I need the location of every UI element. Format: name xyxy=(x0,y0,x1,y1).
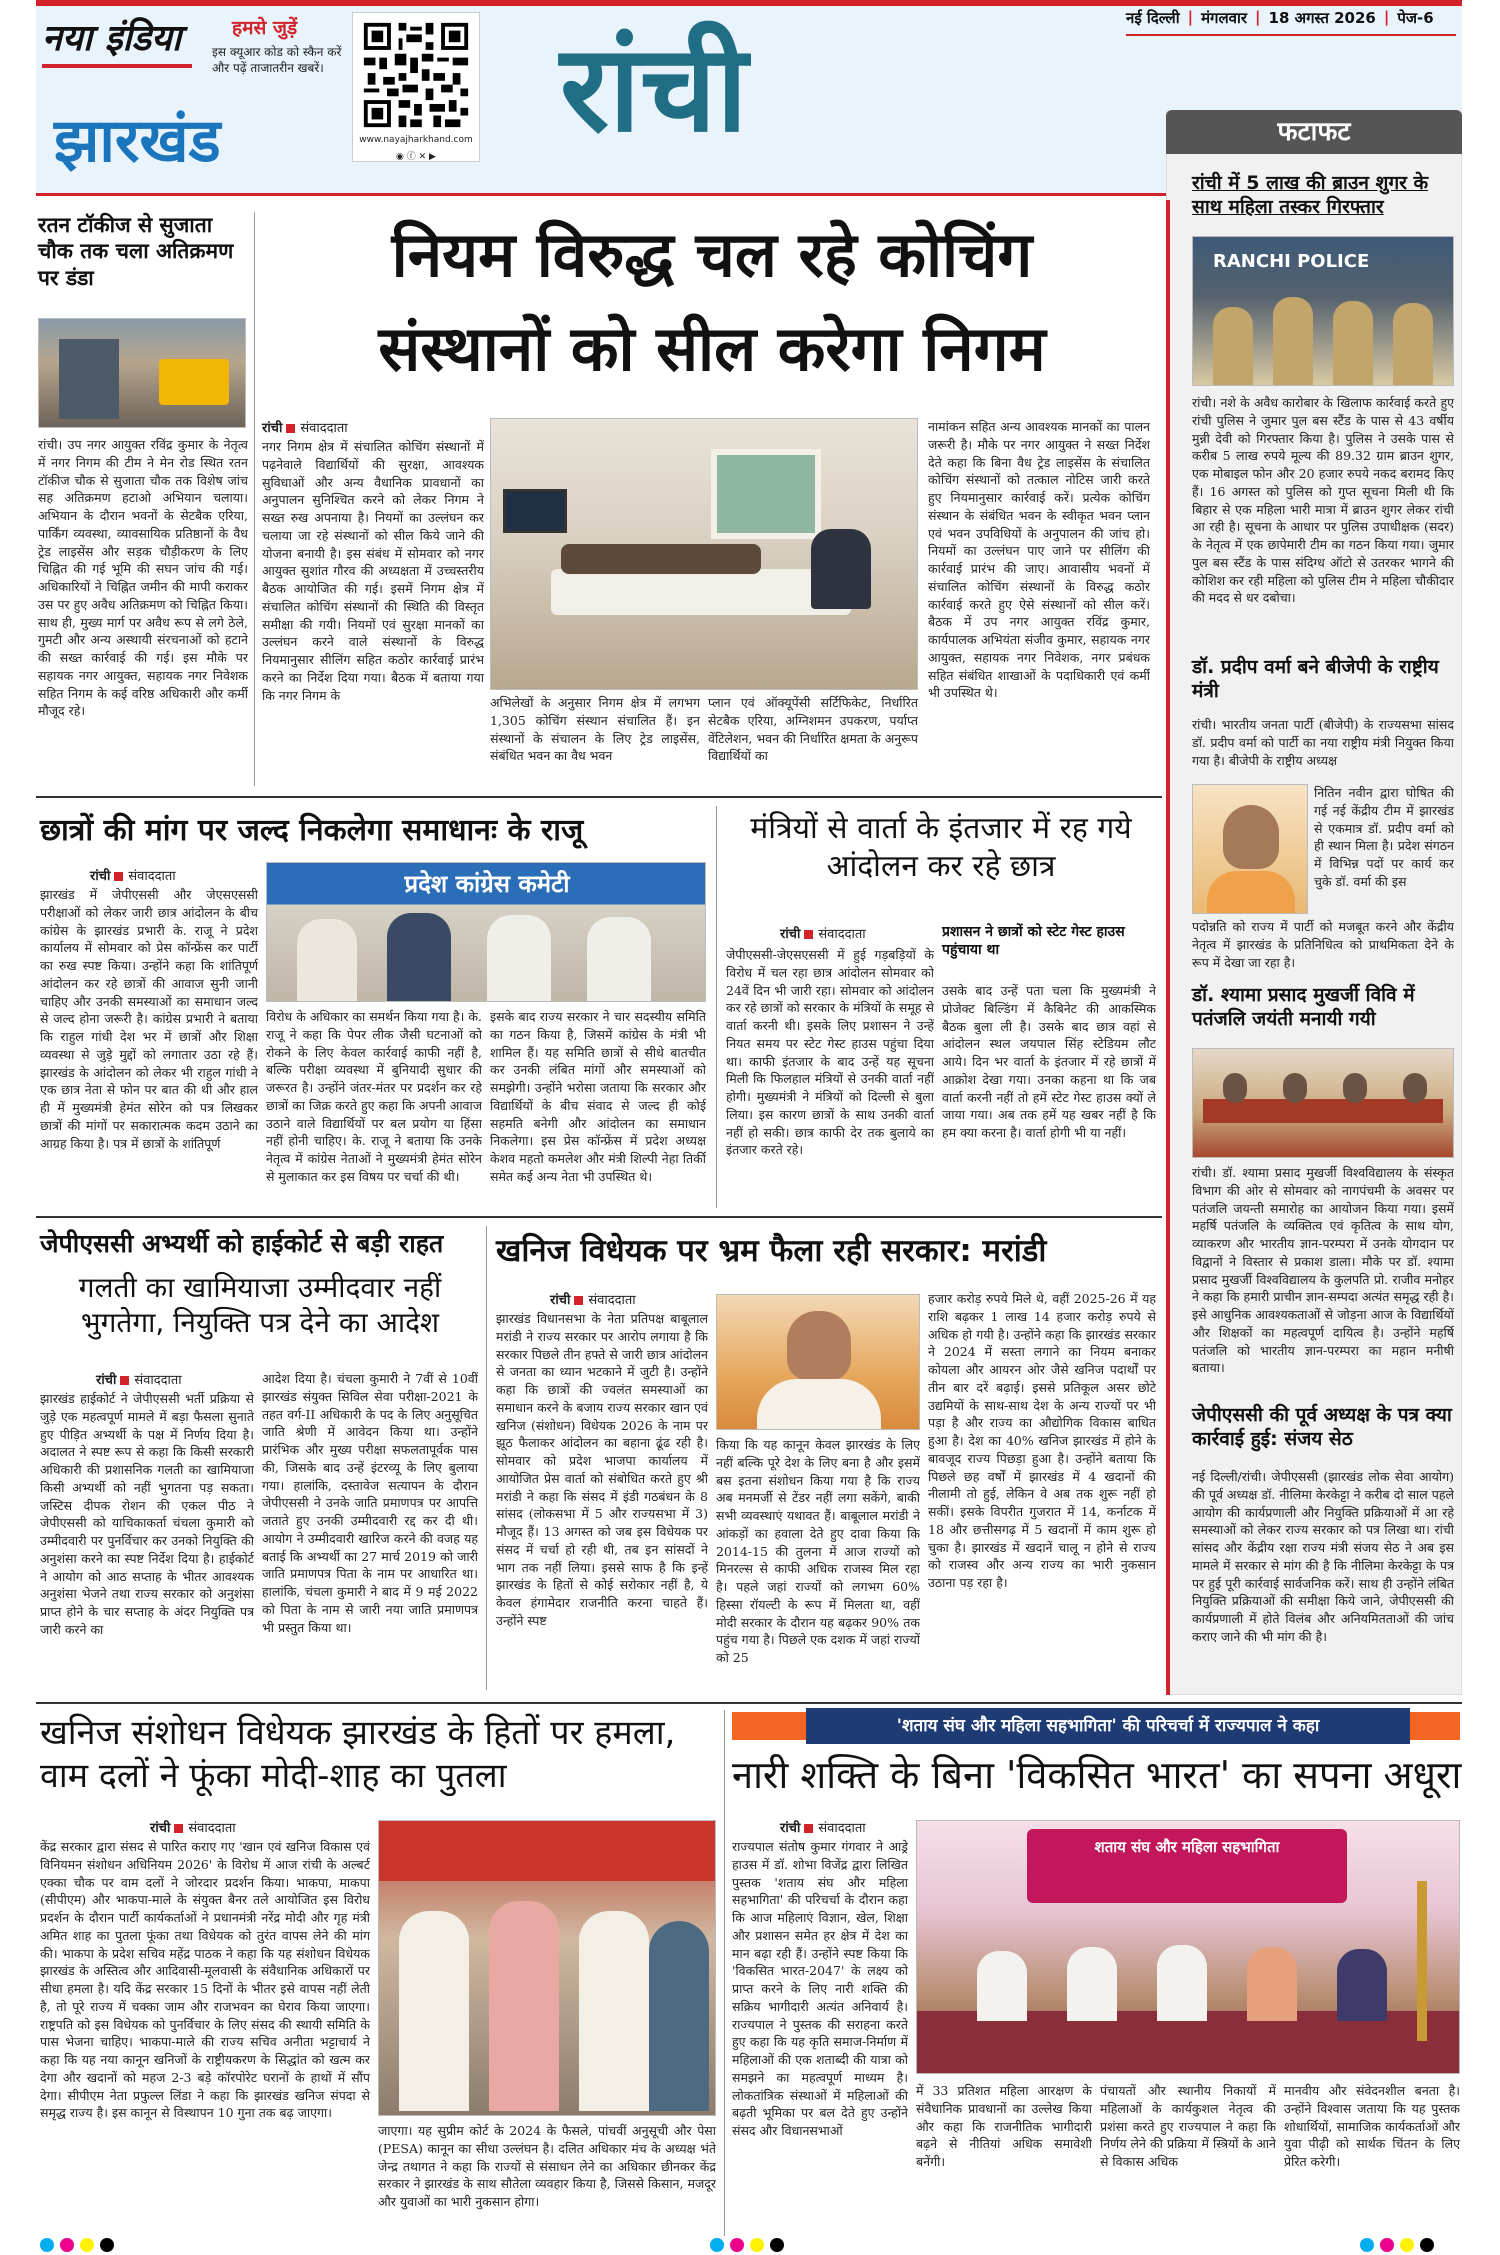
dateline-day: मंगलवार xyxy=(1201,9,1248,27)
mining-col3: हजार करोड़ रुपये मिले थे, वहीं 2025-26 में यह राशि बढ़कर 1 लाख 14 हजार करोड़ रुपये से अधिक हो गयी है। उन्होंने कहा कि झारखंड सरकार ने 2024 में सस्ता लगाने का नियम बनाकर कोयला और आयरन ओर जैसे खनिज पदार्थों पर तीन बार दरें बढ़ाई। इससे प्रतिकूल असर छोटे उद्यमियों के साथ-साथ देश के अन्य राज्यों पर भी पड़ा है और राज्य का औद्योगिक विकास बाधित हुआ है। देश का 40% खनिज झारखंड में होने के बावजूद राज्य पिछड़ा हुआ है। उन्होंने बताया कि पिछले छह वर्षों में झारखंड में 4 खदानों की नीलामी तो हुई, लेकिन वे अब तक शुरू नहीं हो सकीं। इसके विपरीत गुजरात में 14, कर्नाटक में 18 और छत्तीसगढ़ में 5 खदानों में काम शुरू हो चुका है। झारखंड में खदानें चालू न होने से राज्य को राजस्व और अन्य राज्य का भारी नुकसान उठाना पड़ रहा है। xyxy=(928,1291,1156,1590)
fatafat-s3-headline: डॉ. श्यामा प्रसाद मुखर्जी विवि में पतंजलि जयंती मनायी गयी xyxy=(1192,984,1415,1030)
fatafat-s1-photo xyxy=(1192,236,1454,386)
fatafat-s3-photo xyxy=(1192,1048,1454,1158)
governor-col3: पंचायतों और स्थानीय निकायों में महिलाओं के कार्यकुशल नेतृत्व की प्रशंसा करते हुए राज्यपाल ने कहा कि निर्णय लेने की प्रक्रिया में स्त्रियों के आने से विकास अधिक xyxy=(1100,2083,1276,2169)
governor-kicker: 'शताय संघ और महिला सहभागिता' की परिचर्चा में राज्यपाल ने कहा xyxy=(806,1708,1410,1744)
fatafat-s2-photo xyxy=(1192,784,1308,914)
byline-city: रांची xyxy=(262,421,283,436)
governor-col4: मानवीय और संवेदनशील बनता है। उन्होंने विश्वास जताया कि यह पुस्तक शोधार्थियों, सामाजिक कार्यकर्ताओं और युवा पीढ़ी को सार्थक चिंतन के लिए प्रेरित करेगी। xyxy=(1284,2083,1460,2169)
fatafat-s3-body: रांची। डॉ. श्यामा प्रसाद मुखर्जी विश्वविद्यालय के संस्कृत विभाग की ओर से सोमवार को नागपंचमी के अवसर पर पतंजलि जयन्ती समारोह का आयोजन किया गया। इसमें महर्षि पतंजलि के व्यक्तित्व एवं कृतित्व के साथ योग, व्याकरण और भारतीय ज्ञान-परम्परा में उनके योगदान पर विद्वानों ने विस्तार से प्रकाश डाला। मौके पर डॉ. श्यामा प्रसाद मुखर्जी विश्वविद्यालय के कुलपति प्रो. राजीव मनोहर ने कहा कि हमारी प्राचीन ज्ञान-सम्पदा अत्यंत समृद्ध रही है। इसे आधुनिक आवश्यकताओं से जोड़ना आज के विद्यार्थियों और शिक्षकों का महत्वपूर्ण दायित्व है। उन्होंने महर्षि पतंजलि को भारतीय ज्ञान-परम्परा का महान मनीषी बताया। xyxy=(1192,1165,1454,1376)
ministers-col2: उसके बाद उन्हें पता चला कि मुख्यमंत्री ने प्रोजेक्ट बिल्डिंग में कैबिनेट की आकस्मिक बैठक बुला ली है। उसके बाद छात्र वहां से आंदोलन स्थल जयपाल सिंह स्टेडियम लौट आये। दिन भर वार्ता के इंतजार में रहे छात्रों में आक्रोश देखा गया। उनका कहना था कि जब वार्ता करनी नहीं तो हमें स्टेट गेस्ट हाउस क्यों ले जाया गया। अब तक हमें यह खबर नहीं है कि हम क्या करना है। वार्ता होगी भी या नहीं। xyxy=(942,983,1156,1140)
governor-photo xyxy=(916,1820,1460,2074)
page-number: पेज-6 xyxy=(1397,9,1434,27)
jpsc-col1: झारखंड हाईकोर्ट ने जेपीएससी भर्ती प्रक्रिया से जुड़े एक महत्वपूर्ण मामले में बड़ा फैसला सुनाते हुए पीड़ित अभ्यर्थी के पक्ष में निर्णय दिया है। अदालत ने स्पष्ट रूप से कहा कि किसी सरकारी अधिकारी की प्रशासनिक गलती का खामियाजा किसी अभ्यर्थी को नहीं भुगतना पड़ सकता। जस्टिस दीपक रोशन की एकल पीठ ने जेपीएससी को याचिकाकर्ता चंचला कुमारी को उम्मीदवारी पर पुनर्विचार कर उनको नियुक्ति की अनुशंसा करने का स्पष्ट निर्देश दिया है। हाईकोर्ट ने आयोग को आठ सप्ताह के भीतर आवश्यक अनुशंसा भेजने तथा राज्य सरकार को अनुशंसा प्राप्त होने के चार सप्ताह के अंदर नियुक्ति पत्र जारी करने का xyxy=(40,1391,254,1637)
ministers-byline xyxy=(780,924,940,946)
jpsc-headline-main: गलती का खामियाजा उम्मीदवार नहीं भुगतेगा, नियुक्ति पत्र देने का आदेश xyxy=(78,1271,442,1339)
lead-col1: नगर निगम क्षेत्र में संचालित कोचिंग संस्थानों में पढ़नेवाले विद्यार्थियों की सुरक्षा, आवश्यक सुविधाओं और अन्य वैधानिक प्रावधानों का अनुपालन सुनिश्चित करने को लेकर निगम ने सख्त रुख अपनाया है। नियमों का उल्लंघन कर चलाया जा रहे संस्थानों को सील किये जाने की योजना बनायी है। इस संबंध में सोमवार को नगर आयुक्त सुशांत गौरव की अध्यक्षता में उच्चस्तरीय बैठक आयोजित की गई। इसमें निगम क्षेत्र में संचालित कोचिंग संस्थानों की स्थिति की विस्तृत समीक्षा की गयी। नियमों एवं सुरक्षा मानकों का उल्लंघन करने वाले संस्थानों के विरुद्ध नियमानुसार सीलिंग सहित कठोर कार्रवाई प्रारंभ करने का निर्देश दिया गया। बैठक में बताया गया कि नगर निगम के xyxy=(262,439,484,703)
byline-role: संवाददाता xyxy=(188,1821,236,1836)
ministers-subheadline: प्रशासन ने छात्रों को स्टेट गेस्ट हाउस पहुंचाया था xyxy=(942,924,1125,958)
byline-city: रांची xyxy=(96,1373,117,1388)
photo-sign: RANCHI POLICE xyxy=(1213,251,1370,272)
fatafat-label: फटाफट xyxy=(1166,110,1462,154)
website-url[interactable]: www.nayajharkhand.com xyxy=(359,135,473,145)
jpsc-col2: आदेश दिया है। चंचला कुमारी ने 7वीं से 10वीं झारखंड संयुक्त सिविल सेवा परीक्षा-2021 के तहत वर्ग-II अधिकारी के पद के लिए अनुसूचित जाति श्रेणी में आवेदन किया था। उन्होंने प्रारंभिक और मुख्य परीक्षा सफलतापूर्वक पास की, जिसके बाद उन्हें इंटरव्यू के लिए बुलाया गया। हालांकि, दस्तावेज सत्यापन के दौरान जेपीएससी ने उनके जाति प्रमाणपत्र पर आपत्ति जताते हुए उनकी उम्मीदवारी रद्द कर दी थी। आयोग ने उम्मीदवारी खारिज करने की वजह यह बताई कि अभ्यर्थी का 27 मार्च 2019 को जारी जाति प्रमाणपत्र पिता के नाम पर आधारित था। हालांकि, चंचला कुमारी ने बाद में 9 मई 2022 को पिता के नाम से जारी नया जाति प्रमाणपत्र भी प्रस्तुत किया था। xyxy=(262,1371,478,1635)
lead-photo xyxy=(490,418,918,690)
byline-role: संवाददाता xyxy=(588,1293,636,1308)
join-title: हमसे जुड़ें xyxy=(232,17,298,39)
left-bottom-col1: केंद्र सरकार द्वारा संसद से पारित कराए गए 'खान एवं खनिज विकास एवं विनियमन संशोधन अधिनियम 2026' के विरोध में आज रांची के अल्बर्ट एक्का चौक पर वाम दलों ने जोरदार प्रदर्शन किया। भाकपा, माकपा (सीपीएम) और भाकपा-माले के संयुक्त बैनर तले आयोजित इस विरोध प्रदर्शन के दौरान पार्टी कार्यकर्ताओं ने प्रधानमंत्री नरेंद्र मोदी और गृह मंत्री अमित शाह का पुतला फूंका तथा विधेयक को तुरंत वापस लेने की मांग की। भाकपा के प्रदेश सचिव महेंद्र पाठक ने कहा कि यह संशोधन विधेयक झारखंड के अस्तित्व और आदिवासी-मूलवासी के संवैधानिक अधिकारों पर सीधा हमला है। यदि केंद्र सरकार 15 दिनों के भीतर इसे वापस नहीं लेती है, तो पूरे राज्य में चक्का जाम और राजभवन का घेराव किया जाएगा। राष्ट्रपति को इस विधेयक को पुनर्विचार के लिए संसद की स्थायी समिति के पास भेजना चाहिए। भाकपा-माले की राज्य सचिव अनीता भट्टाचार्य ने कहा कि यह नया कानून खनिजों के राष्ट्रीयकरण के सिद्धांत को खत्म कर देगा और खदानों को महज 2-3 बड़े कॉरपोरेट घरानों के हाथों में सौंप देगा। सीपीएम नेता प्रफुल्ल लिंडा ने कहा कि झारखंड खनिज संपदा से समृद्ध राज्य है। इस कानून से विस्थापन 10 गुना तक बढ़ जाएगा। xyxy=(40,1839,370,2121)
byline-city: रांची xyxy=(780,927,801,942)
join-text: इस क्यूआर कोड को स्कैन करें और पढ़ें ताजातरीन खबरें। xyxy=(212,45,342,76)
students-col1: झारखंड में जेपीएससी और जेएसएससी परीक्षाओं को लेकर जारी छात्र आंदोलन के बीच कांग्रेस के झारखंड प्रभारी के. राजू ने प्रदेश कार्यालय में सोमवार को प्रेस कॉन्फ्रेंस कर पार्टी का रुख स्पष्ट किया। उन्होंने कहा कि शांतिपूर्ण आंदोलन कर रहे छात्रों की आवाज सुनी जानी चाहिए और उनकी समस्याओं का समाधान जल्द से जल्द होना जरूरी है। कांग्रेस प्रभारी ने बताया कि राहुल गांधी देश भर में छात्रों और शिक्षा व्यवस्था से जुड़े मुद्दों को लगातार उठा रहे हैं। झारखंड के आंदोलन को लेकर भी राहुल गांधी ने एक छात्र नेता से फोन पर बात की थी और हाल ही में मुख्यमंत्री हेमंत सोरेन को पत्र लिखकर छात्रों की मांगों पर सकारात्मक कदम उठाने का आग्रह किया है। पत्र में छात्रों के शांतिपूर्ण xyxy=(40,887,258,1151)
left-bottom-headline: खनिज संशोधन विधेयक झारखंड के हितों पर हमला, वाम दलों ने फूंका मोदी-शाह का पुतला xyxy=(40,1713,676,1796)
students-headline: छात्रों की मांग पर जल्द निकलेगा समाधानः के राजू xyxy=(40,813,584,848)
section-rule-3 xyxy=(36,1702,1462,1704)
fatafat-s2-body-top: रांची। भारतीय जनता पार्टी (बीजेपी) के राज्यसभा सांसद डॉ. प्रदीप वर्मा को पार्टी का नया राष्ट्रीय मंत्री नियुक्त किया गया है। बीजेपी के राष्ट्रीय अध्यक्ष xyxy=(1192,717,1454,768)
col-rule-bottom xyxy=(724,1710,725,2236)
students-byline xyxy=(90,866,270,888)
byline-city: रांची xyxy=(90,869,111,884)
byline-role: संवाददाता xyxy=(128,869,176,884)
fatafat-s4-body: नई दिल्ली/रांची। जेपीएससी (झारखंड लोक सेवा आयोग) की पूर्व अध्यक्ष डॉ. नीलिमा केरकेट्टा ने करीब दो साल पहले आयोग की कार्यप्रणाली और नियुक्ति प्रक्रियाओं में आ रहे समस्याओं को लेकर राज्य सरकार को पत्र लिखा था। रांची सांसद और केंद्रीय रक्षा राज्य मंत्री संजय सेठ ने अब इस मामले में सरकार से मांग की है कि नीलिमा केरकेट्टा के पत्र पर हुई पूरी कार्रवाई सार्वजनिक करें। साथ ही उन्होंने लंबित नियुक्ति प्रक्रियाओं की समीक्षा किये जाने, जेपीएससी की कार्यप्रणाली में होते विलंब और अनियमितताओं की जांच कराए जाने की भी मांग की है। xyxy=(1192,1469,1454,1644)
byline-role: संवाददाता xyxy=(818,927,866,942)
left-story-body: रांची। उप नगर आयुक्त रविंद्र कुमार के नेतृत्व में नगर निगम की टीम ने मेन रोड स्थित रतन टॉकीज चौक से सुजाता चौक तक विशेष जांच सह अतिक्रमण हटाओ अभियान चलाया। अभियान के दौरान भवनों के सेटबैक एरिया, पार्किंग व्यवस्था, व्यावसायिक प्रतिष्ठानों के वैध ट्रेड लाइसेंस और सड़क चौड़ीकरण के लिए चिह्नित की गई भूमि की सघन जांच की गई। अधिकारियों ने चिह्नित जमीन की मापी कराकर उस पर हुए अवैध अतिक्रमण को चिह्नित किया। साथ ही, मुख्य मार्ग पर अवैध रूप से लगे ठेले, गुमटी और अन्य अस्थायी संरचनाओं को हटाने की सख्त कार्रवाई की गई। इस मौके पर सहायक नगर आयुक्त, सहायक नगर निवेशक सहित निगम के कई वरिष्ठ अधिकारी और कर्मी मौजूद रहे। xyxy=(38,437,248,719)
lead-headline-2: संस्थानों को सील करेगा निगम xyxy=(378,312,1046,385)
registration-marks-center xyxy=(710,2238,820,2254)
col-rule-jpsc xyxy=(486,1226,487,1690)
governor-col1: राज्यपाल संतोष कुमार गंगवार ने आड्रे हाउस में डॉ. शोभा विजेंद्र द्वारा लिखित पुस्तक 'शताय संघ और महिला सहभागिता' की परिचर्चा के दौरान कहा कि आज महिलाएं विज्ञान, खेल, शिक्षा और प्रशासन समेत हर क्षेत्र में देश का मान बढ़ा रही हैं। उन्होंने स्पष्ट किया कि 'विकसित भारत-2047' के लक्ष्य को प्राप्त करने के लिए नारी शक्ति की सक्रिय भागीदारी अत्यंत अनिवार्य है। राज्यपाल ने पुस्तक की सराहना करते हुए कहा कि यह कृति समाज-निर्माण में महिलाओं की एक शताब्दी की यात्रा को समझने का महत्वपूर्ण माध्यम है। लोकतांत्रिक संस्थाओं में महिलाओं की बढ़ती भूमिका पर बल देते हुए उन्होंने संसद और विधानसभाओं xyxy=(732,1839,908,2138)
dateline: नई दिल्ली | मंगलवार | 18 अगस्त 2026 | पेज-6 xyxy=(1126,8,1462,32)
lead-byline xyxy=(262,418,482,440)
brand-underline xyxy=(42,64,192,68)
fatafat-s4-headline: जेपीएससी की पूर्व अध्यक्ष के पत्र क्या कार्रवाई हुई: संजय सेठ xyxy=(1192,1404,1452,1450)
mining-col2: किया कि यह कानून केवल झारखंड के लिए नहीं बल्कि पूरे देश के लिए बना है और इसमें बस इतना संशोधन किया गया है कि राज्य अब मनमर्जी से टेंडर नहीं लगा सकेंगे, बाकी सभी व्यवस्थाएं यथावत हैं। बाबूलाल मरांडी ने आंकड़ों का हवाला देते हुए दावा किया कि 2014-15 की तुलना में आज राज्यों को मिनरल्स से काफी अधिक राजस्व मिल रहा है। पहले जहां राज्यों को लगभग 60% हिस्सा रॉयल्टी के रूप में मिलता था, वहीं मोदी सरकार के दौरान यह बढ़कर 90% तक पहुंच गया है। पिछले एक दशक में जहां राज्यों को 25 xyxy=(716,1437,920,1665)
governor-col2: में 33 प्रतिशत महिला आरक्षण के संवैधानिक प्रावधानों का उल्लेख किया और कहा कि राजनीतिक भागीदारी बढ़ने से नीतियां अधिक समावेशी बनेंगी। xyxy=(916,2083,1092,2169)
fatafat-s1-headline: रांची में 5 लाख की ब्राउन शुगर के साथ महिला तस्कर गिरफ्तार xyxy=(1192,172,1429,218)
mining-photo xyxy=(716,1294,920,1430)
left-bottom-byline xyxy=(150,1818,310,1840)
students-photo xyxy=(266,862,706,1002)
byline-city: रांची xyxy=(550,1293,571,1308)
left-bottom-under-photo: जाएगा। यह सुप्रीम कोर्ट के 2024 के फैसले, पांचवीं अनुसूची और पेसा (PESA) कानून का सीधा उल्लंघन है। दलित अधिकार मंच के अध्यक्ष भंते जेन्द्र तथागत ने कहा कि राज्यों से संसाधन लेने का अधिकार छीनकर केंद्र सरकार ने झारखंड के साथ सौतेला व्यवहार किया है, जिससे किसान, मजदूर और युवाओं का भारी नुकसान होगा। xyxy=(378,2123,716,2209)
dateline-place: नई दिल्ली xyxy=(1126,9,1180,27)
left-story-headline: रतन टॉकीज से सुजाता चौक तक चला अतिक्रमण पर डंडा xyxy=(38,213,234,290)
mining-col1: झारखंड विधानसभा के नेता प्रतिपक्ष बाबूलाल मरांडी ने राज्य सरकार पर आरोप लगाया है कि सरकार पिछले तीन हफ्ते से जारी छात्र आंदोलन से जनता का ध्यान भटकाने में जुटी है। उन्होंने कहा कि छात्रों की ज्वलंत समस्याओं का समाधान करने के बजाय राज्य सरकार खान एवं खनिज (संशोधन) विधेयक 2026 के नाम पर झूठ फैलाकर आंदोलन का बहाना ढूंढ रही है। सोमवार को प्रदेश भाजपा कार्यालय में आयोजित प्रेस वार्ता को संबोधित करते हुए श्री मरांडी ने कहा कि संसद में इंडी गठबंधन के 8 सांसद (लोकसभा में 5 और राज्यसभा में 3) मौजूद हैं। 13 अगस्त को जब इस विधेयक पर संसद में चर्चा हो रही थी, तब इन सांसदों ने भाग तक नहीं लिया। इससे साफ है कि इन्हें झारखंड के हितों से कोई सरोकार नहीं है, ये केवल हंगामेदार राजनीति करना चाहते हैं। उन्होंने स्पष्ट xyxy=(496,1311,708,1628)
governor-headline: नारी शक्ति के बिना 'विकसित भारत' का सपना अधूरा xyxy=(732,1753,1462,1797)
fatafat-s2-body-side: नितिन नवीन द्वारा घोषित की गई नई केंद्रीय टीम में झारखंड से एकमात्र डॉ. प्रदीप वर्मा को ही स्थान मिला है। प्रदेश संगठन में विभिन्न पदों पर कार्य कर चुके डॉ. वर्मा की इस xyxy=(1314,785,1454,889)
fatafat-s2-headline: डॉ. प्रदीप वर्मा बने बीजेपी के राष्ट्रीय मंत्री xyxy=(1192,656,1439,702)
jpsc-byline xyxy=(96,1370,256,1392)
city-title: रांची xyxy=(560,20,748,159)
registration-marks-left xyxy=(40,2238,150,2254)
qr-code-icon xyxy=(360,19,472,131)
col-rule-mid xyxy=(716,806,717,1208)
fatafat-s1-body: रांची। नशे के अवैध कारोबार के खिलाफ कार्रवाई करते हुए रांची पुलिस ने जुमार पुल बस स्टैंड के पास से 43 वर्षीय मुन्नी देवी को गिरफ्तार किया है। पुलिस ने उसके पास से करीब 5 लाख रुपये मूल्य की 89.32 ग्राम ब्राउन शुगर, एक मोबाइल फोन और 20 हजार रुपये नकद बरामद किए हैं। 16 अगस्त को पुलिस को गुप्त सूचना मिली थी कि बिहार से एक महिला भारी मात्रा में ब्राउन शुगर लेकर रांची आ रही है। सूचना के आधार पर पुलिस उपाधीक्षक (सदर) के नेतृत्व में एक छापेमारी टीम का गठन किया गया। जुमार पुल बस स्टैंड के पास संदिग्ध ऑटो से उतरकर भागने की कोशिश कर रही महिला को पुलिस टीम ने महिला चौकीदार की मदद से धर दबोचा। xyxy=(1192,395,1454,606)
students-col3: इसके बाद राज्य सरकार ने चार सदस्यीय समिति का गठन किया है, जिसमें कांग्रेस के मंत्री भी शामिल हैं। यह समिति छात्रों से सीधे बातचीत कर उनकी लंबित मांगों और समस्याओं को समझेगी। उन्होंने भरोसा जताया कि सरकार और विद्यार्थियों के बीच संवाद से जल्द ही कोई सहमति बनेगी और आंदोलन का समाधान निकलेगा। इस प्रेस कॉन्फ्रेंस में प्रदेश अध्यक्ष केशव महतो कमलेश और मंत्री शिल्पी नेहा तिर्की समेत कई अन्य नेता भी उपस्थित थे। xyxy=(490,1009,706,1184)
left-col-rule xyxy=(254,212,255,786)
ministers-col1: जेपीएससी-जेएसएससी में हुई गड़बड़ियों के विरोध में चल रहा छात्र आंदोलन सोमवार को 24वें दिन भी जारी रहा। सोमवार को आंदोलन कर रहे छात्रों को सरकार के मंत्रियों के समूह से वार्ता करनी थी। इसके लिए प्रशासन ने उन्हें नियत समय पर स्टेट गेस्ट हाउस पहुंचा दिया था। काफी इंतजार के बाद उन्हें यह सूचना मिली कि फिलहाल मंत्रियों से उनकी वार्ता नहीं होगी। मुख्यमंत्री ने मंत्रियों को दिल्ली से बुला लिया। इस कारण छात्रों के साथ उनकी वार्ता नहीं हो सकी। छात्र काफी देर तक बुलाये का इंतजार करते रहे। xyxy=(726,947,934,1158)
social-icons: ◉ ⓕ ✕ ▶ xyxy=(396,152,436,162)
lead-under-photo-a: अभिलेखों के अनुसार निगम क्षेत्र में लगभग 1,305 कोचिंग संस्थान संचालित हैं। इन संस्थानों के संचालन के लिए ट्रेड लाइसेंस, संबंधित भवन का वैध भवन xyxy=(490,695,700,764)
jpsc-headline-top: जेपीएससी अभ्यर्थी को हाईकोर्ट से बड़ी राहत xyxy=(40,1229,444,1258)
byline-role: संवाददाता xyxy=(134,1373,182,1388)
lead-under-photo-b: प्लान एवं ऑक्यूपेंसी सर्टिफिकेट, निर्धारित सेटबैक एरिया, अग्निशमन उपकरण, पर्याप्त वेंटिलेशन, भवन की निर्धारित क्षमता के अनुरूप विद्यार्थियों का xyxy=(708,695,918,764)
students-col2: विरोध के अधिकार का समर्थन किया गया है। के. राजू ने कहा कि पेपर लीक जैसी घटनाओं को रोकने के लिए केवल कार्रवाई काफी नहीं है, बल्कि परीक्षा व्यवस्था में बुनियादी सुधार की जरूरत है। उन्होंने जंतर-मंतर पर प्रदर्शन कर रहे छात्रों का जिक्र करते हुए कहा कि अपनी आवाज उठाने वाले विद्यार्थियों पर बल प्रयोग या हिंसा नहीं होनी चाहिए। के. राजू ने बताया कि उनके नेतृत्व में कांग्रेस नेताओं ने मुख्यमंत्री हेमंत सोरेन से मुलाकात कर इस विषय पर चर्चा की थी। xyxy=(266,1009,482,1184)
mining-headline: खनिज विधेयक पर भ्रम फैला रही सरकार: मरांडी xyxy=(496,1233,1047,1269)
dateline-date: 18 अगस्त 2026 xyxy=(1268,9,1376,27)
sidebar-red-rule xyxy=(1166,200,1170,1695)
left-story-photo xyxy=(38,318,246,428)
byline-city: रांची xyxy=(150,1821,171,1836)
registration-marks-right xyxy=(1360,2238,1470,2254)
byline-role: संवाददाता xyxy=(818,1821,866,1836)
top-red-bar xyxy=(36,0,1462,6)
dateline-rule xyxy=(1126,34,1456,36)
mining-byline xyxy=(550,1290,710,1312)
ministers-headline: मंत्रियों से वार्ता के इंतजार में रह गये आंदोलन कर रहे छात्र xyxy=(750,811,1132,884)
photo-banner-text: प्रदेश कांग्रेस कमेटी xyxy=(404,870,570,898)
byline-city: रांची xyxy=(780,1821,801,1836)
byline-role: संवाददाता xyxy=(300,421,348,436)
lead-col3: नामांकन सहित अन्य आवश्यक मानकों का पालन जरूरी है। मौके पर नगर आयुक्त ने सख्त निर्देश देते कहा कि बिना वैध ट्रेड लाइसेंस के संचालित कोचिंग संस्थानों को तत्काल नोटिस जारी करते हुए नियमानुसार कार्रवाई करें। प्रत्येक कोचिंग संस्थान के संबंधित भवन के स्वीकृत भवन प्लान एवं भवन उपविधियों के अनुपालन की जांच हो। नियमों का उल्लंघन पाए जाने पर सीलिंग की कार्रवाई प्रारंभ की जाए। आवासीय भवनों में संचालित कोचिंग संस्थानों के विरुद्ध कठोर कार्रवाई करते हुए ऐसे संस्थानों को सील करें। बैठक में उप नगर आयुक्त रविंद्र कुमार, कार्यपालक अभियंता संजीव कुमार, सहायक नगर आयुक्त, सहायक नगर निवेशक, नगर प्रबंधक सहित संबंधित शाखाओं के पदाधिकारी एवं कर्मी भी उपस्थित थे। xyxy=(928,419,1150,701)
brand-logo: नया इंडिया xyxy=(42,18,182,59)
section-rule-2 xyxy=(36,1216,1162,1218)
state-title: झारखंड xyxy=(54,106,221,176)
section-rule-1 xyxy=(36,796,1162,798)
left-bottom-photo xyxy=(378,1820,716,2116)
photo-banner-text: शताय संघ और महिला सहभागिता xyxy=(1094,1838,1280,1856)
lead-headline-1: नियम विरुद्ध चल रहे कोचिंग xyxy=(391,218,1033,291)
fatafat-s2-body-bottom: पदोन्नति को राज्य में पार्टी को मजबूत करने और केंद्रीय नेतृत्व में झारखंड के प्रतिनिधित्व को प्राथमिकता देने के रूप में देखा जा रहा है। xyxy=(1192,919,1454,970)
qr-code xyxy=(352,12,480,162)
